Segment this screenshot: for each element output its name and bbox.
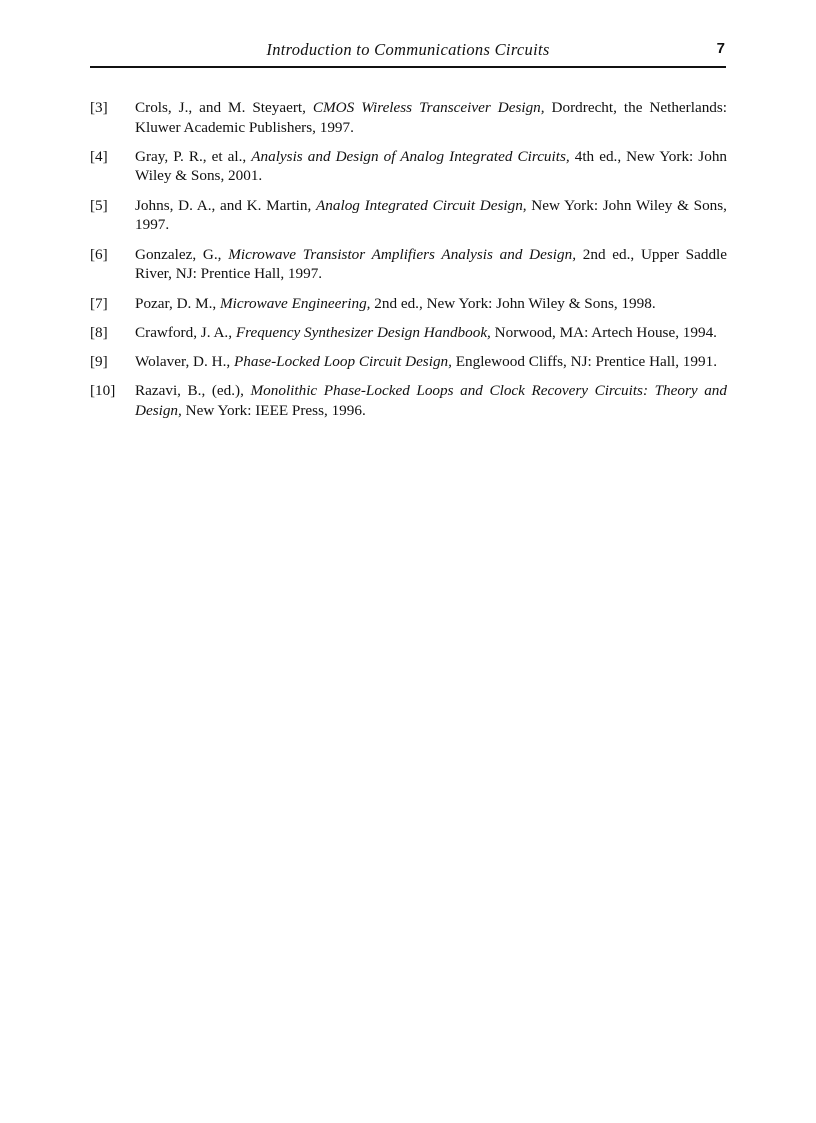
reference-text [135, 245, 727, 284]
running-title: Introduction to Communications Circuits [266, 40, 550, 59]
reference-title: Phase-Locked Loop Circuit Design, [233, 353, 452, 371]
reference-authors: Pozar, D. M., [135, 294, 221, 312]
reference-authors: Johns, D. A., and K. Martin, [135, 196, 317, 214]
reference-details: 2nd ed., New York: John Wiley & Sons, 1998. [370, 294, 656, 312]
reference-title: Monolithic Phase-Locked Loops and Clock Recovery Circuits: Theory and Design, [135, 382, 727, 419]
reference-number: [10] [90, 382, 116, 400]
reference-title: Analysis and Design of Analog Integrated Circuits, [251, 147, 570, 165]
reference-text [135, 147, 727, 186]
reference-authors: Crawford, J. A., [135, 323, 236, 341]
reference-item [90, 381, 727, 420]
reference-text [135, 381, 727, 420]
reference-details: Englewood Cliffs, NJ: Prentice Hall, 1991. [451, 353, 717, 371]
reference-item [90, 147, 727, 186]
reference-number: [9] [90, 353, 108, 371]
reference-number: [4] [90, 147, 108, 165]
reference-authors: Crols, J., and M. Steyaert, [135, 99, 313, 116]
reference-text [135, 196, 727, 235]
reference-details: Norwood, MA: Artech House, 1994. [490, 323, 717, 341]
reference-details: Dordrecht, the Netherlands: Kluwer Academic Publishers, 1997. [135, 99, 728, 136]
reference-authors: Gonzalez, G., [135, 245, 229, 263]
reference-number: [8] [90, 323, 108, 341]
page-number: 7 [716, 40, 725, 57]
reference-details: New York: John Wiley & Sons, 1997. [135, 196, 727, 234]
reference-title: Microwave Engineering, [220, 294, 371, 312]
reference-number: [5] [90, 196, 108, 214]
reference-title: Frequency Synthesizer Design Handbook, [235, 323, 491, 341]
reference-authors: Wolaver, D. H., [135, 353, 234, 371]
reference-text [135, 323, 727, 343]
reference-text [135, 98, 727, 137]
reference-number: [7] [90, 294, 108, 312]
reference-item [90, 294, 727, 314]
reference-item [90, 245, 727, 284]
reference-item [90, 98, 727, 137]
reference-title: Analog Integrated Circuit Design, [316, 196, 527, 214]
reference-item [90, 323, 727, 343]
reference-text [135, 352, 727, 372]
reference-list [90, 98, 727, 430]
reference-number: [3] [90, 99, 108, 116]
running-header [90, 38, 726, 68]
reference-details: New York: IEEE Press, 1996. [181, 401, 366, 419]
reference-authors: Razavi, B., (ed.), [135, 382, 251, 400]
reference-item [90, 352, 727, 372]
reference-details: 4th ed., New York: John Wiley & Sons, 2001. [135, 147, 728, 185]
reference-details: 2nd ed., Upper Saddle River, NJ: Prentice Hall, 1997. [135, 245, 728, 283]
reference-text [135, 294, 727, 314]
reference-number: [6] [90, 245, 108, 263]
reference-title: Microwave Transistor Amplifiers Analysis and Design, [228, 245, 576, 263]
reference-title: CMOS Wireless Transceiver Design, [312, 99, 545, 116]
reference-authors: Gray, P. R., et al., [135, 147, 252, 165]
reference-item [90, 196, 727, 235]
